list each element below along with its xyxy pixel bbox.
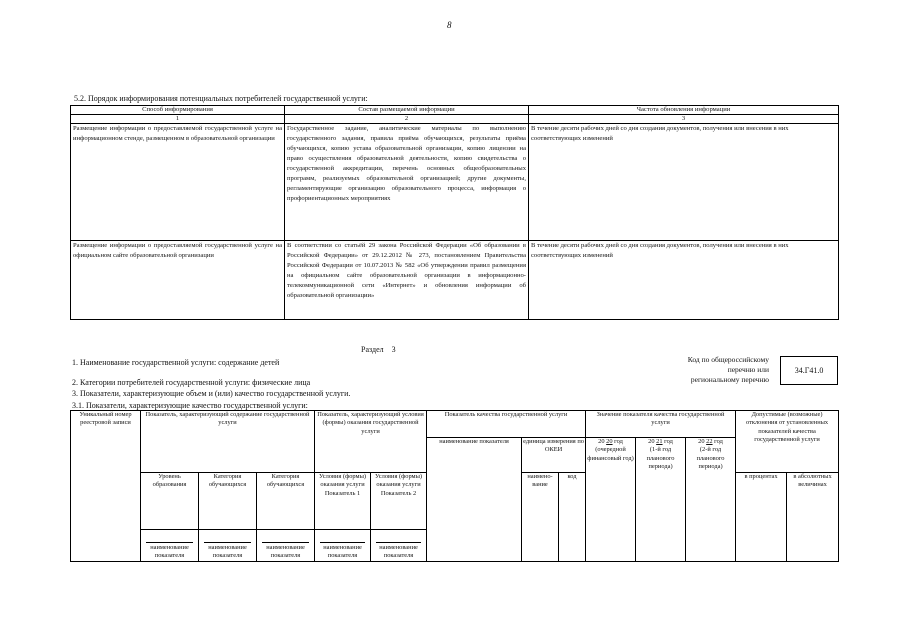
informing-number-row (71, 115, 839, 124)
frequency-cell: В течение десяти рабочих дней со дня создания документов, получения или внесения в них соответствующих изменений (529, 241, 839, 320)
header-unit-code: код (559, 473, 586, 562)
header-deviation: Допустимые (возможные) отклонения от установленных показателей качества государственной услуги (736, 411, 839, 473)
kod-value-box: 34.Г41.0 (780, 356, 838, 385)
header-quality-indicator: Показатель качества государственной услуги (427, 411, 586, 438)
informing-header-row (71, 106, 839, 115)
method-cell: Размещение информации о предоставляемой государственной услуге на официальном сайте образовательной организации (71, 241, 285, 320)
razdel-title: Раздел 3 (361, 345, 396, 354)
header-unit: единица измерения по ОКЕИ (522, 438, 586, 473)
content-cell: Государственное задание, аналитические материалы по выполнению государственного задания, правила приёма обучающихся, результаты приёма обучающихся, копию устава образовательной организации, копию лицензии на право осуществления образовательной деятельности, копию свидетельства о государственной аккредитации, перечень основных общеобразовательных программ, реализуемых образовательной организацией; другие документы, регламентирующие организацию образовательного процесса, информация о профориентационных мероприятиях (285, 124, 529, 241)
header-condition-2: Условия (формы) оказания услуги Показатель 2 (371, 473, 427, 530)
method-cell: Размещение информации о предоставляемой государственной услуге на информационном стенде, размещенном в образовательной организации (71, 124, 285, 241)
header-condition-1: Условия (формы) оказания услуги Показатель 1 (315, 473, 371, 530)
section-5-2-heading: 5.2. Порядок информирования потенциальных потребителей государственной услуги: (74, 94, 368, 103)
header-unique-number: Уникальный номер реестровой записи (71, 411, 141, 562)
header-conditions-indicator: Показатель, характеризующий условия (формы) оказания государственной услуги (315, 411, 427, 473)
header-category-1: Категория обучающихся (199, 473, 257, 530)
col-number-1: 1 (71, 115, 285, 124)
name-label-cell: наименование показателя (257, 530, 315, 562)
frequency-cell: В течение десяти рабочих дней со дня создания документов, получения или внесения в них соответствующих изменений (529, 124, 839, 241)
consumer-category-line: 2. Категории потребителей государственной услуги: физические лица (72, 378, 311, 387)
header-frequency: Частота обновления информации (529, 106, 839, 115)
table-row (71, 241, 839, 320)
table-row (71, 124, 839, 241)
header-unit-name: наимено-вание (522, 473, 559, 562)
name-label-cell: наименование показателя (315, 530, 371, 562)
header-value: Значение показателя качества государственной услуги (586, 411, 736, 438)
header-year-2: 20 21 год (1-й год планового периода) (636, 438, 686, 562)
header-year-1: 20 20 год (очередной финансовый год) (586, 438, 636, 562)
col-number-3: 3 (529, 115, 839, 124)
name-label-cell: наименование показателя (199, 530, 257, 562)
service-name-line: 1. Наименование государственной услуги: содержание детей (72, 358, 280, 367)
page-number: 8 (447, 20, 452, 30)
indicators-line: 3. Показатели, характеризующие объем и (или) качество государственной услуги. (72, 389, 351, 398)
informing-table (70, 105, 839, 320)
kod-label: Код по общероссийскому перечню или региональному перечню (687, 355, 769, 384)
header-category-2: Категория обучающихся (257, 473, 315, 530)
quality-indicators-line: 3.1. Показатели, характеризующие качество государственной услуги: (72, 401, 308, 410)
header-in-percent: в процентах (736, 473, 787, 562)
header-indicator-name: наименование показателя (427, 438, 522, 562)
header-method: Способ информирования (71, 106, 285, 115)
header-content-indicator: Показатель, характеризующий содержание государственной услуги (141, 411, 315, 473)
col-number-2: 2 (285, 115, 529, 124)
quality-table (70, 410, 839, 562)
name-label-cell: наименование показателя (371, 530, 427, 562)
header-in-absolute: в абсолютных величинах (787, 473, 839, 562)
header-year-3: 20 22 год (2-й год планового периода) (686, 438, 736, 562)
quality-header-row-1 (71, 411, 839, 438)
content-cell: В соответствии со статьёй 29 закона Российской Федерации «Об образовании в Российской Федерации» от 29.12.2012 № 273, постановлением Правительства Российской Федерации от 10.07.2013 № 582 «Об утверждении правил размещения на официальном сайте образовательной организации в информационно-телекоммуникационной сети «Интернет» и обновления информации об образовательной организации» (285, 241, 529, 320)
header-level: Уровень образования (141, 473, 199, 530)
header-content: Состав размещаемой информации (285, 106, 529, 115)
name-label-cell: наименование показателя (141, 530, 199, 562)
